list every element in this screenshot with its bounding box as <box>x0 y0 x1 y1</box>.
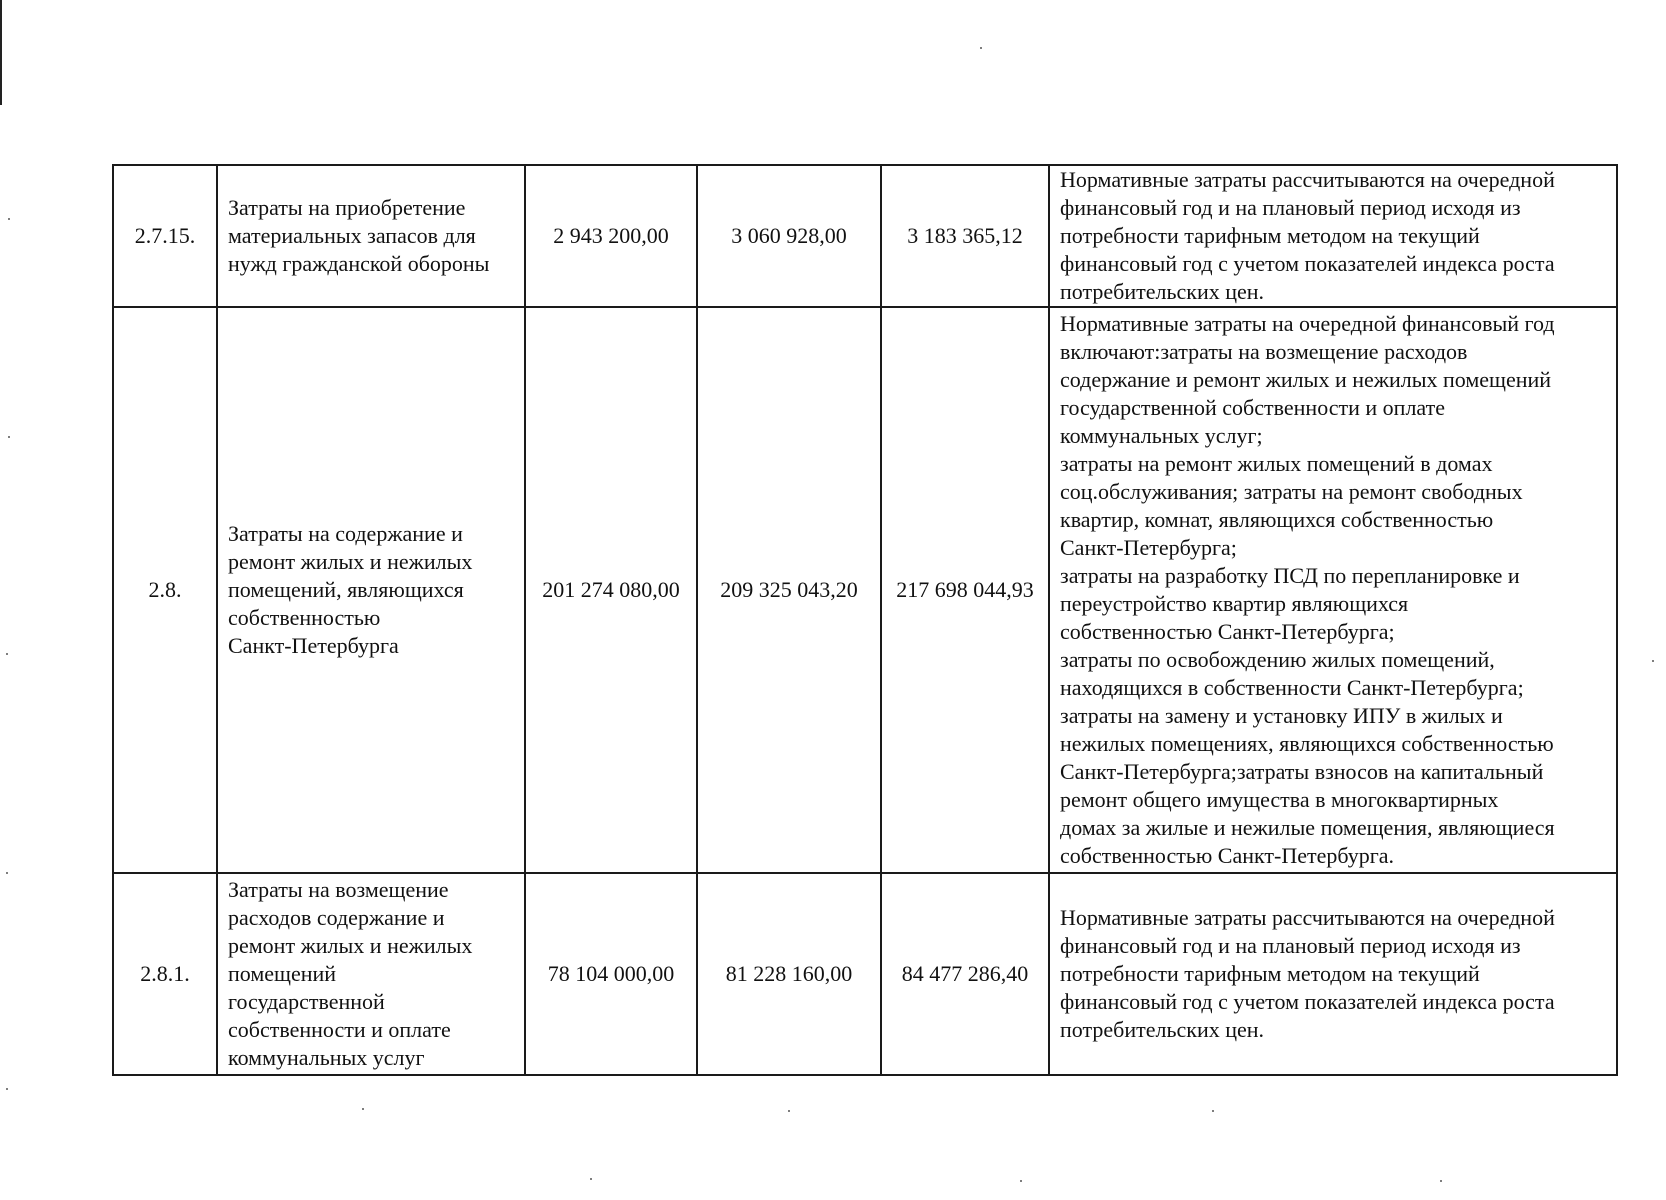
calculation-method-text: Нормативные затраты рассчитываются на очередной финансовый год и на плановый период исходя из потребности тарифным методом на текущий финансовый год с учетом показателей индекса роста потребительских цен. <box>1060 905 1555 1042</box>
row-number: 2.8.1. <box>113 873 217 1075</box>
amount-year-2: 81 228 160,00 <box>697 873 881 1075</box>
table-row <box>113 873 1617 1075</box>
row-number: 2.8. <box>113 307 217 873</box>
scan-speck <box>6 872 8 874</box>
cost-item-name-text: Затраты на приобретение материальных запасов для нужд гражданской обороны <box>228 195 490 276</box>
cost-item-name-text: Затраты на содержание и ремонт жилых и нежилых помещений, являющихся собственностью Санкт-Петербурга <box>228 521 473 658</box>
amount-year-2: 209 325 043,20 <box>697 307 881 873</box>
amount-year-1: 78 104 000,00 <box>525 873 697 1075</box>
amount-year-3: 3 183 365,12 <box>881 165 1049 307</box>
calculation-method <box>1049 873 1617 1075</box>
cost-item-name <box>217 307 525 873</box>
scan-speck <box>590 1178 592 1180</box>
amount-year-1: 2 943 200,00 <box>525 165 697 307</box>
cost-item-name <box>217 165 525 307</box>
scan-speck <box>1020 1180 1022 1182</box>
amount-year-3: 84 477 286,40 <box>881 873 1049 1075</box>
scan-edge-mark <box>0 0 2 105</box>
amount-year-2: 3 060 928,00 <box>697 165 881 307</box>
calculation-method-text: Нормативные затраты на очередной финансовый год включают:затраты на возмещение расходов содержание и ремонт жилых и нежилых помещений государственной собственности и оплате коммунальных услуг; затраты на ремонт жилых помещений в домах соц.обслуживания; затраты на ремонт свободных квартир, комнат, являющихся собственностью Санкт-Петербурга; затраты на разработку ПСД по перепланировке и переустройство квартир являющихся собственностью Санкт-Петербурга; затраты по освобождению жилых помещений, находящихся в собственности Санкт-Петербурга; затраты на замену и установку ИПУ в жилых и нежилых помещениях, являющихся собственностью Санкт-Петербурга;затраты взносов на капитальный ремонт общего имущества в многоквартирных домах за жилые и нежилые помещения, являющиеся собственностью Санкт-Петербурга. <box>1060 311 1555 868</box>
cost-norms-table <box>112 164 1618 1076</box>
scan-speck <box>6 653 8 655</box>
scan-speck <box>1212 1110 1214 1112</box>
row-number: 2.7.15. <box>113 165 217 307</box>
scan-speck <box>788 1110 790 1112</box>
amount-year-3: 217 698 044,93 <box>881 307 1049 873</box>
scan-speck <box>362 1108 364 1110</box>
cost-item-name <box>217 873 525 1075</box>
scan-speck <box>8 218 10 220</box>
amount-year-1: 201 274 080,00 <box>525 307 697 873</box>
cost-item-name-text: Затраты на возмещение расходов содержание и ремонт жилых и нежилых помещений государственной собственности и оплате коммунальных услуг <box>228 877 473 1070</box>
calculation-method <box>1049 165 1617 307</box>
scan-speck <box>980 47 982 49</box>
table-row <box>113 307 1617 873</box>
table-row <box>113 165 1617 307</box>
calculation-method-text: Нормативные затраты рассчитываются на очередной финансовый год и на плановый период исходя из потребности тарифным методом на текущий финансовый год с учетом показателей индекса роста потребительских цен. <box>1060 167 1555 304</box>
scan-speck <box>8 436 10 438</box>
scan-speck <box>1440 1180 1442 1182</box>
scan-speck <box>6 1088 8 1090</box>
calculation-method <box>1049 307 1617 873</box>
scan-speck <box>1652 660 1654 662</box>
